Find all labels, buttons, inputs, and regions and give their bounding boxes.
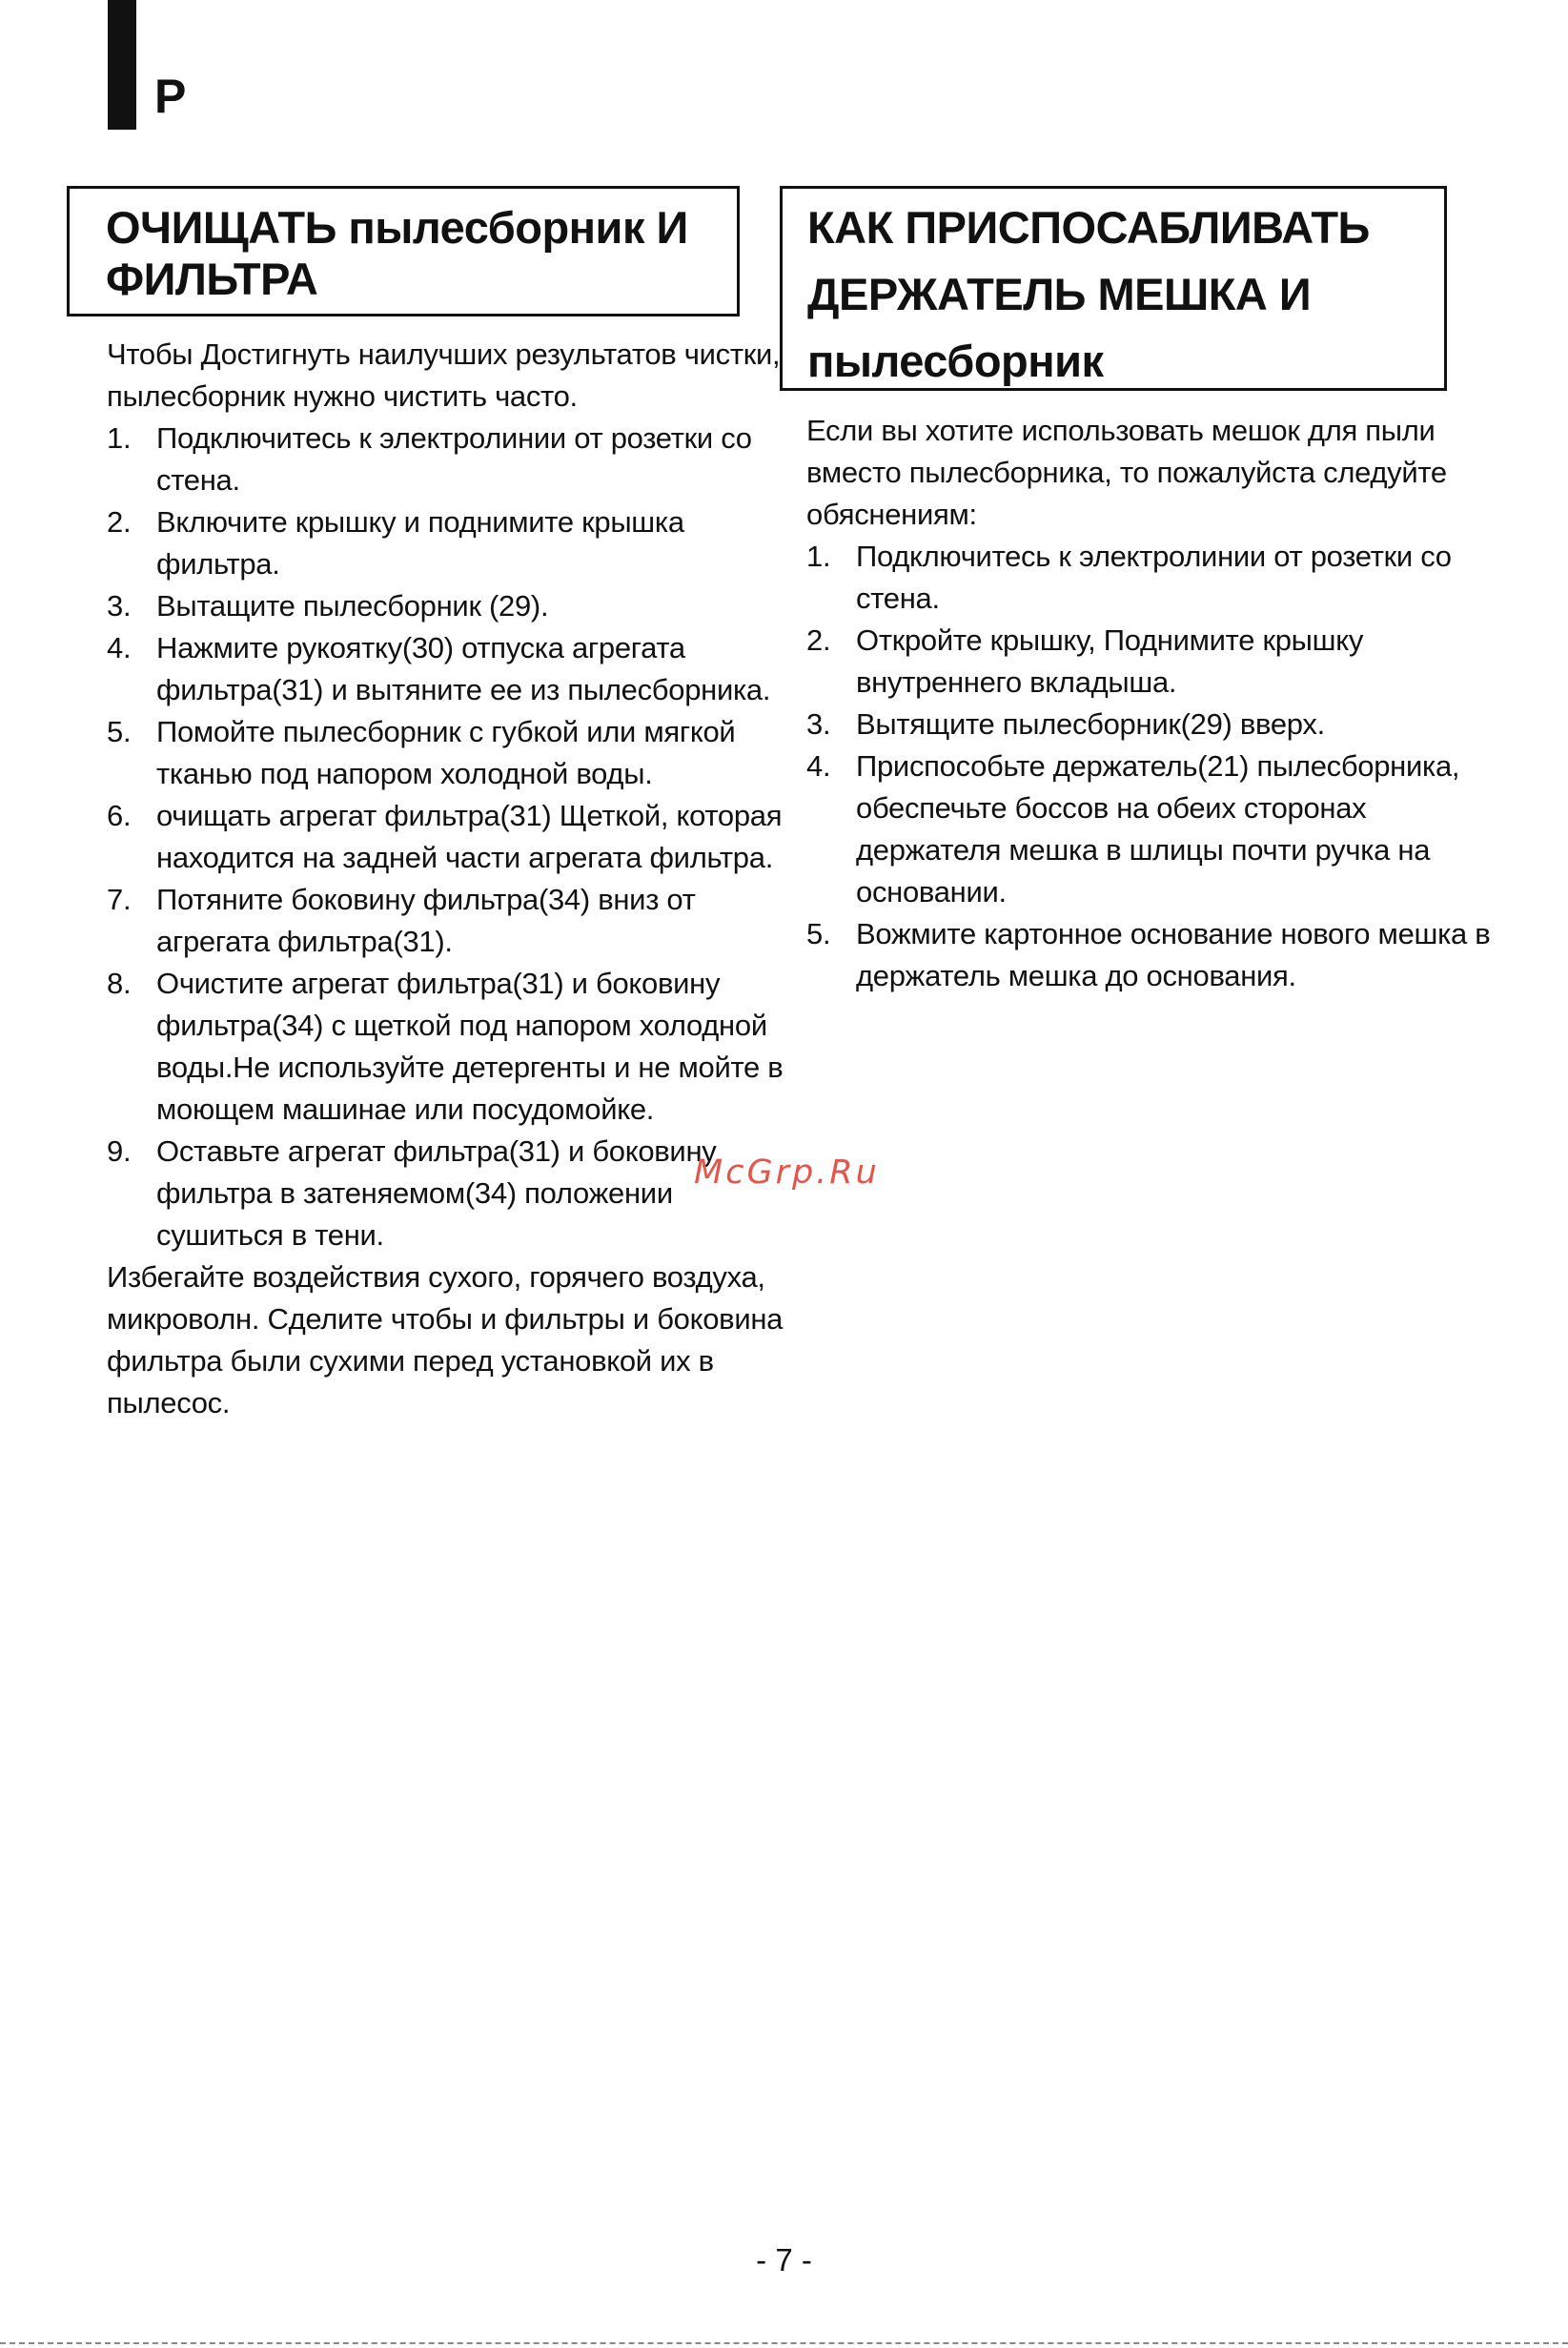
cleaning-steps — [107, 418, 791, 1256]
cleaning-intro: Чтобы Достигнуть наилучших результатов чистки, пылесборник нужно чистить часто. — [107, 337, 781, 413]
language-letter: P — [154, 70, 187, 123]
step-text: Вожмите картонное основание нового мешка в держатель мешка до основания. — [856, 917, 1491, 992]
page-number: - 7 - — [756, 2242, 812, 2277]
cleaning-step — [107, 879, 791, 963]
bag-holder-section-title: КАК ПРИСПОСАБЛИВАТЬ ДЕРЖАТЕЛЬ МЕШКА И пылесборник — [780, 186, 1447, 391]
step-text: очищать агрегат фильтра(31) Щеткой, которая находится на задней части агрегата фильтра. — [156, 799, 783, 874]
bag-holder-intro: Если вы хотите использовать мешок для пыли вместо пылесборника, то пожалуйста следуйте обяснениям: — [806, 414, 1447, 531]
step-number: 5. — [806, 917, 831, 950]
step-number: 2. — [806, 623, 831, 657]
cleaning-step — [107, 963, 791, 1131]
cleaning-step — [107, 501, 791, 585]
step-text: Подключитесь к электролинии от розетки со стена. — [856, 540, 1452, 615]
step-text: Вытящите пылесборник(29) вверх. — [856, 707, 1325, 741]
step-text: Очистите агрегат фильтра(31) и боковину фильтра(34) с щеткой под напором холодной воды.Не используйте детергенты и не мойте в моющем машинае или посудомойке. — [156, 967, 784, 1126]
step-text: Потяните боковину фильтра(34) вниз от агрегата фильтра(31). — [156, 883, 696, 958]
bag-holder-step — [806, 620, 1504, 704]
cleaning-step — [107, 1131, 791, 1256]
bag-holder-step — [806, 536, 1504, 620]
step-text: Включите крышку и поднимите крышка фильтра. — [156, 505, 684, 581]
step-number: 8. — [107, 967, 132, 1000]
step-number: 1. — [107, 421, 132, 455]
step-number: 4. — [107, 631, 132, 664]
step-text: Нажмите рукоятку(30) отпуска агрегата фильтра(31) и вытяните ее из пылесборника. — [156, 631, 771, 706]
step-text: Оставьте агрегат фильтра(31) и боковину фильтра в затеняемом(34) положении сушиться в тени. — [156, 1134, 717, 1252]
cleaning-step — [107, 627, 791, 711]
step-text: Приспособьте держатель(21) пылесборника, обеспечьте боссов на обеих сторонах держателя мешка в шлицы почти ручка на основании. — [856, 749, 1460, 909]
step-number: 9. — [107, 1134, 132, 1168]
cleaning-warning: Избегайте воздействия сухого, горячего воздуха, микроволн. Сделите чтобы и фильтры и боковина фильтра были сухими перед установкой их в пылесос. — [107, 1260, 784, 1419]
bag-holder-step — [806, 745, 1504, 913]
step-number: 6. — [107, 799, 132, 832]
watermark: McGrp.Ru — [694, 1154, 880, 1192]
step-number: 1. — [806, 540, 831, 573]
cleaning-section — [67, 186, 791, 1424]
bag-holder-section — [780, 186, 1504, 997]
bag-holder-step — [806, 704, 1504, 745]
step-text: Откройте крышку, Поднимите крышку внутреннего вкладыша. — [856, 623, 1364, 699]
step-number: 3. — [806, 707, 831, 741]
step-number: 3. — [107, 589, 132, 623]
cleaning-section-title: ОЧИЩАТЬ пылесборник И ФИЛЬТРА — [67, 186, 740, 316]
step-text: Помойте пылесборник с губкой или мягкой тканью под напором холодной воды. — [156, 715, 736, 790]
bag-holder-step — [806, 913, 1504, 997]
step-text: Подключитесь к электролинии от розетки со стена. — [156, 421, 752, 497]
step-number: 2. — [107, 505, 132, 539]
cleaning-step — [107, 795, 791, 879]
step-number: 7. — [107, 883, 132, 916]
language-marker-bar — [108, 0, 136, 130]
step-number: 5. — [107, 715, 132, 748]
cleaning-step — [107, 711, 791, 795]
bottom-divider — [0, 2342, 1568, 2344]
bag-holder-steps — [806, 536, 1504, 997]
cleaning-step — [107, 585, 791, 627]
step-text: Вытащите пылесборник (29). — [156, 589, 549, 623]
cleaning-step — [107, 418, 791, 501]
step-number: 4. — [806, 749, 831, 783]
